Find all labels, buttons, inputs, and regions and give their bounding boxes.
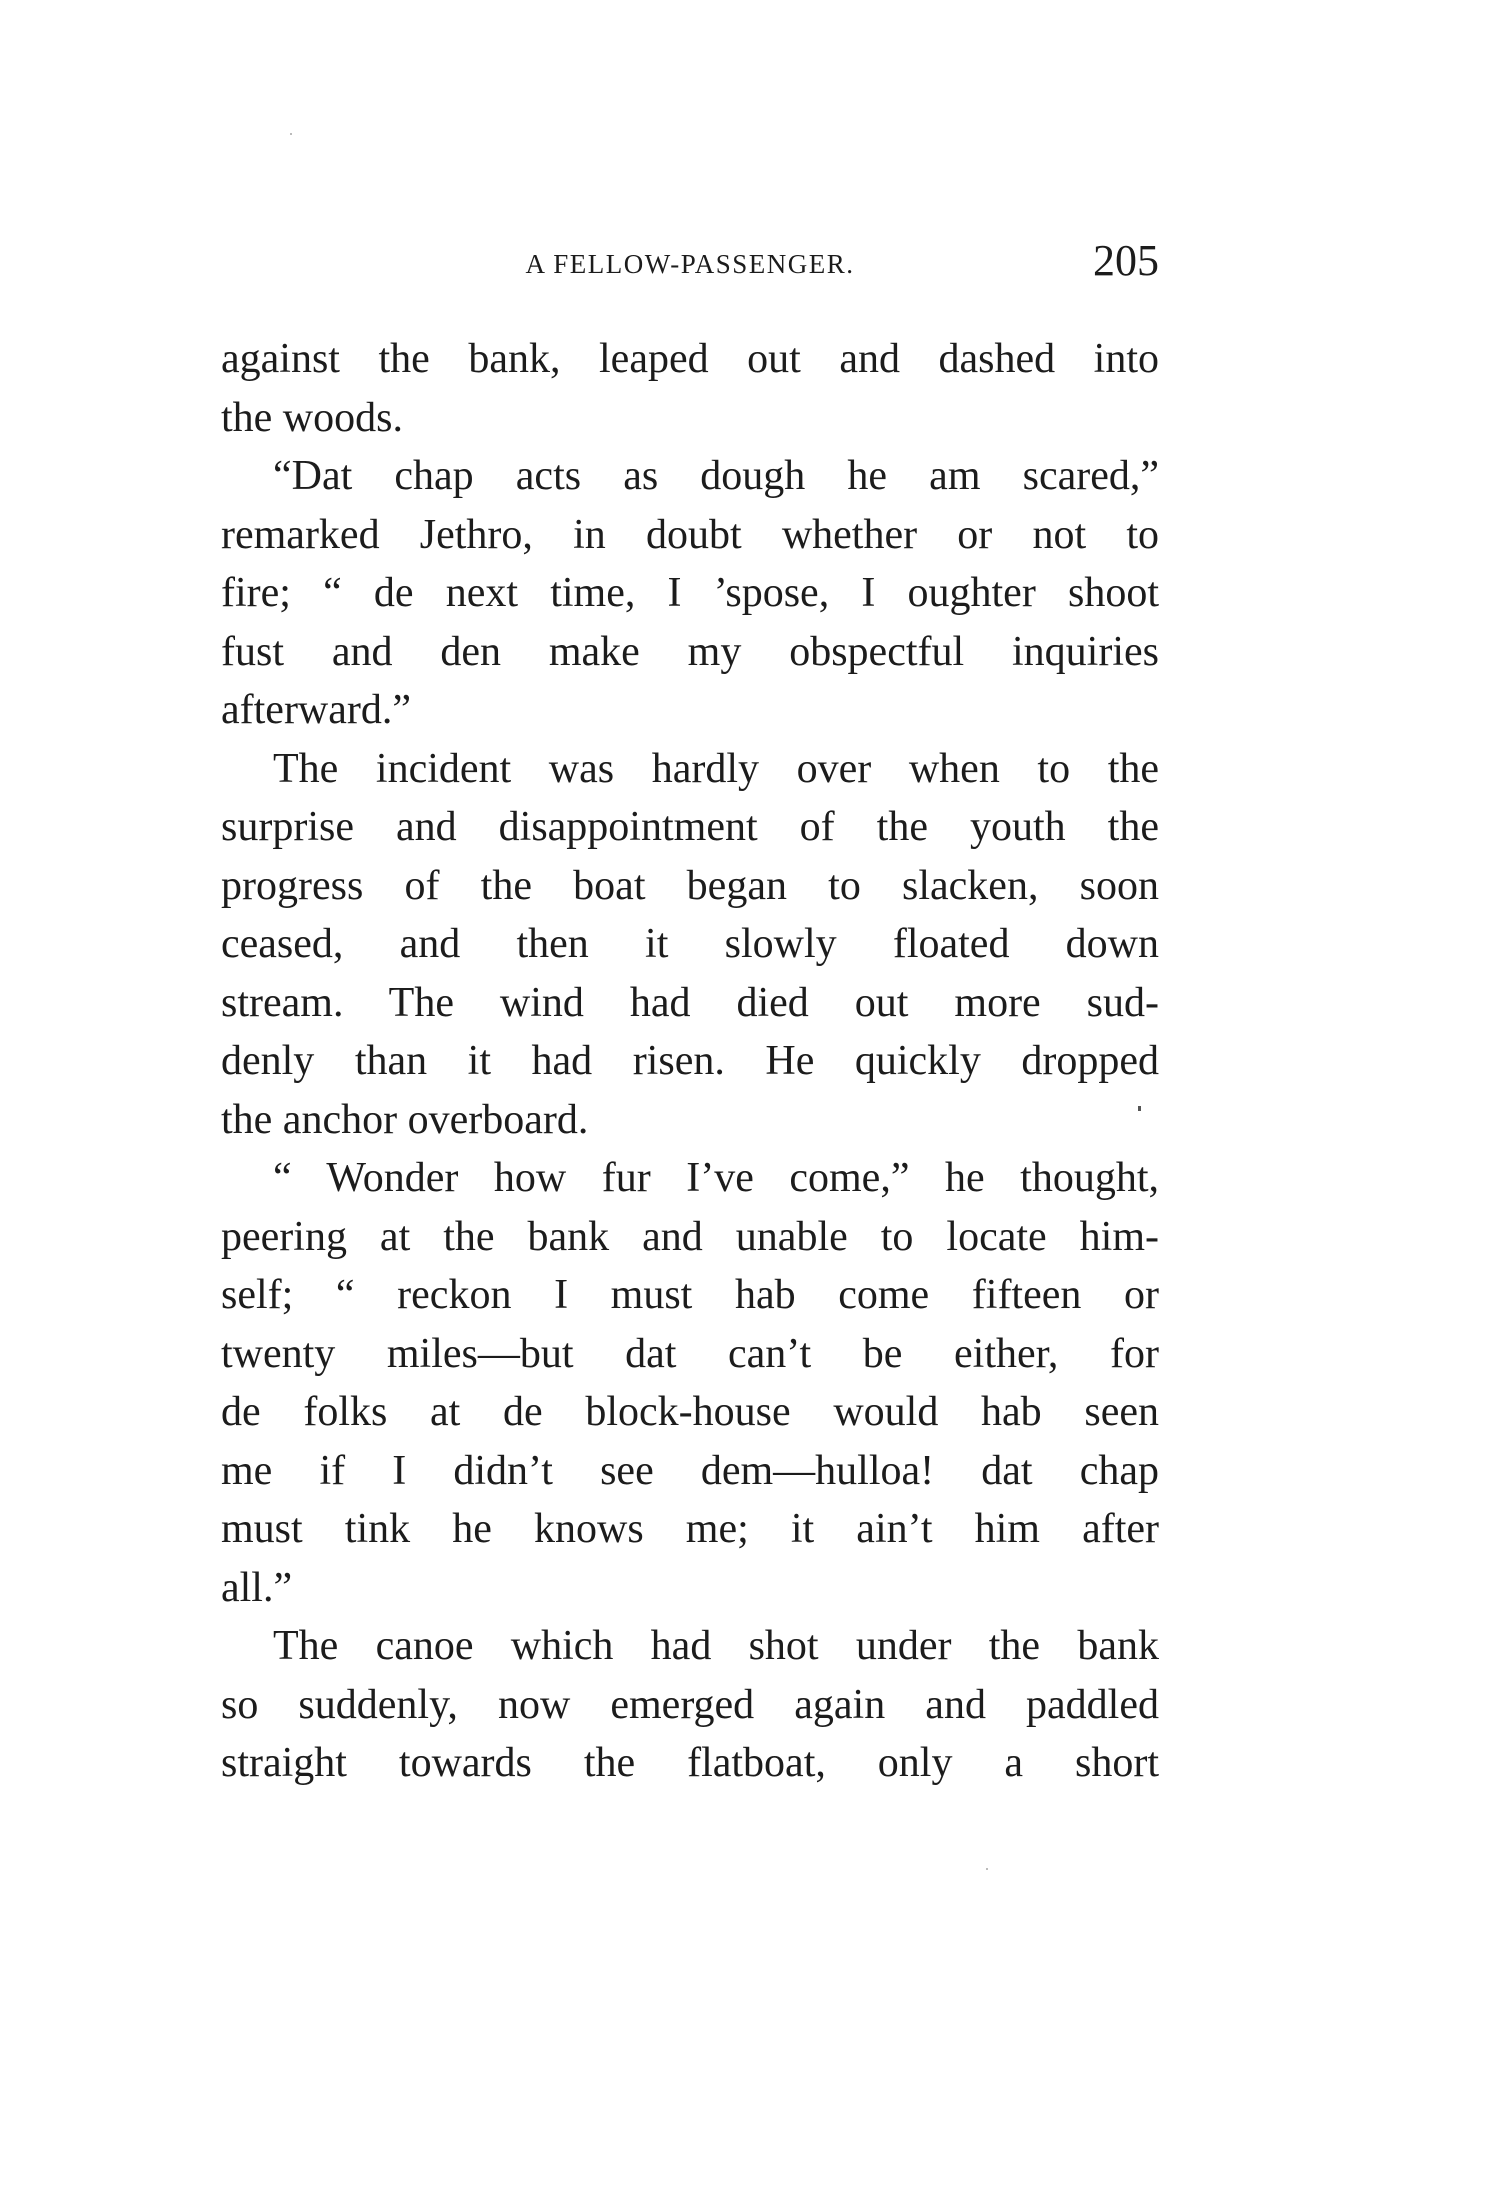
text-line: me if I didn’t see dem—hulloa! dat chap bbox=[221, 1447, 1159, 1494]
text-line: progress of the boat began to slacken, soon bbox=[221, 862, 1159, 909]
text-line: ceased, and then it slowly floated down bbox=[221, 921, 1159, 967]
text-line: “Dat chap acts as dough he am scared,” bbox=[273, 453, 1159, 499]
text-line: the woods. bbox=[221, 394, 403, 441]
text-line: surprise and disappointment of the youth the bbox=[221, 804, 1159, 850]
print-speck bbox=[290, 133, 292, 135]
text-line: straight towards the flatboat, only a short bbox=[221, 1740, 1159, 1786]
text-line: the anchor overboard. bbox=[221, 1096, 589, 1143]
running-head bbox=[221, 235, 1159, 295]
text-line: self; “ reckon I must hab come fifteen or bbox=[221, 1272, 1159, 1318]
text-line: twenty miles—but dat can’t be either, for bbox=[221, 1330, 1159, 1377]
running-title: A FELLOW-PASSENGER. bbox=[525, 249, 855, 279]
body-text bbox=[221, 330, 1159, 1793]
text-line: fust and den make my obspectful inquiries bbox=[221, 628, 1159, 675]
print-speck bbox=[1138, 1106, 1141, 1111]
text-line: de folks at de block-house would hab seen bbox=[221, 1389, 1159, 1435]
text-line: The incident was hardly over when to the bbox=[273, 745, 1159, 792]
text-line: fire; “ de next time, I ’spose, I oughter shoot bbox=[221, 570, 1159, 616]
text-line: must tink he knows me; it ain’t him after bbox=[221, 1506, 1159, 1552]
text-line: peering at the bank and unable to locate him- bbox=[221, 1213, 1159, 1260]
text-line: The canoe which had shot under the bank bbox=[273, 1623, 1159, 1669]
page-number: 205 bbox=[1093, 236, 1159, 285]
text-line: against the bank, leaped out and dashed into bbox=[221, 336, 1159, 382]
text-line: so suddenly, now emerged again and paddled bbox=[221, 1681, 1159, 1728]
text-line: remarked Jethro, in doubt whether or not to bbox=[221, 511, 1159, 558]
text-line: denly than it had risen. He quickly dropped bbox=[221, 1038, 1159, 1084]
text-line: all.” bbox=[221, 1564, 293, 1611]
text-line: “ Wonder how fur I’ve come,” he thought, bbox=[273, 1155, 1159, 1201]
print-speck bbox=[986, 1868, 988, 1870]
text-line: stream. The wind had died out more sud- bbox=[221, 979, 1159, 1026]
text-line: afterward.” bbox=[221, 687, 412, 733]
